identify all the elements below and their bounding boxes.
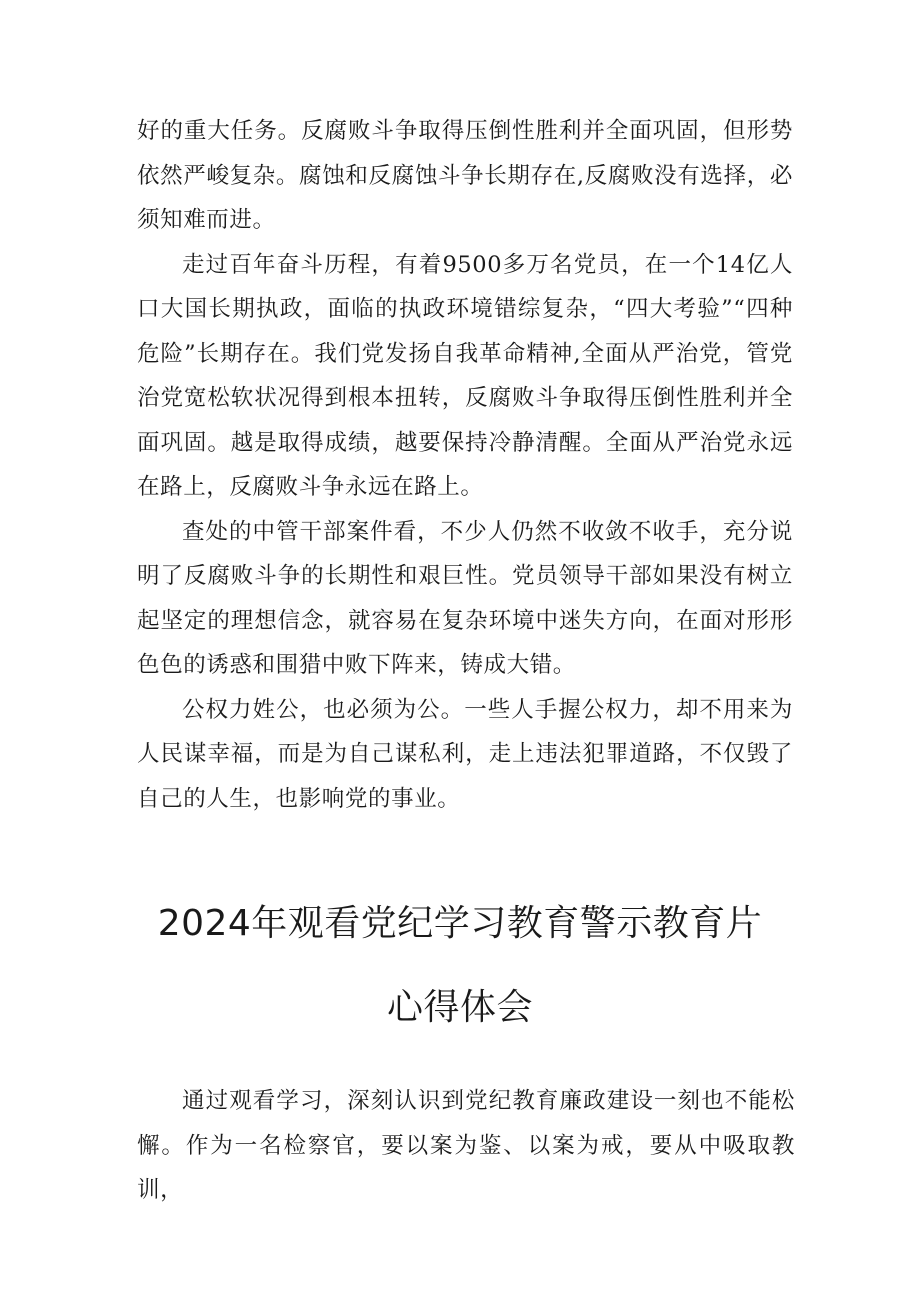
paragraph: 通过观看学习，深刻认识到党纪教育廉政建设一刻也不能松懈。作为一名检察官，要以案为鉴、以案为戒，要从中吸取教训， — [137, 1088, 795, 1203]
document-title — [100, 882, 820, 1050]
body-text-bottom — [137, 1079, 795, 1213]
paragraph: 查处的中管干部案件看，不少人仍然不收敛不收手，充分说明了反腐败斗争的长期性和艰巨性。党员领导干部如果没有树立起坚定的理想信念，就容易在复杂环境中迷失方向，在面对形形色色的诱惑和围猎中败下阵来，铸成大错。 — [137, 518, 793, 678]
body-text-top — [137, 109, 793, 821]
paragraph-continuation: 好的重大任务。反腐败斗争取得压倒性胜利并全面巩固，但形势依然严峻复杂。腐蚀和反腐蚀斗争长期存在,反腐败没有选择，必须知难而进。 — [137, 118, 793, 233]
paragraph: 走过百年奋斗历程，有着9500多万名党员，在一个14亿人口大国长期执政，面临的执政环境错综复杂，“四大考验”“四种危险”长期存在。我们党发扬自我革命精神,全面从严治党，管党治党宽松软状况得到根本扭转，反腐败斗争取得压倒性胜利并全面巩固。越是取得成绩，越要保持冷静清醒。全面从严治党永远在路上，反腐败斗争永远在路上。 — [137, 251, 793, 500]
title-line-2: 心得体会 — [386, 987, 533, 1028]
title-line-1: 2024年观看党纪学习教育警示教育片 — [157, 903, 763, 944]
paragraph: 公权力姓公，也必须为公。一些人手握公权力，却不用来为人民谋幸福，而是为自己谋私利，走上违法犯罪道路，不仅毁了自己的人生，也影响党的事业。 — [137, 696, 793, 812]
